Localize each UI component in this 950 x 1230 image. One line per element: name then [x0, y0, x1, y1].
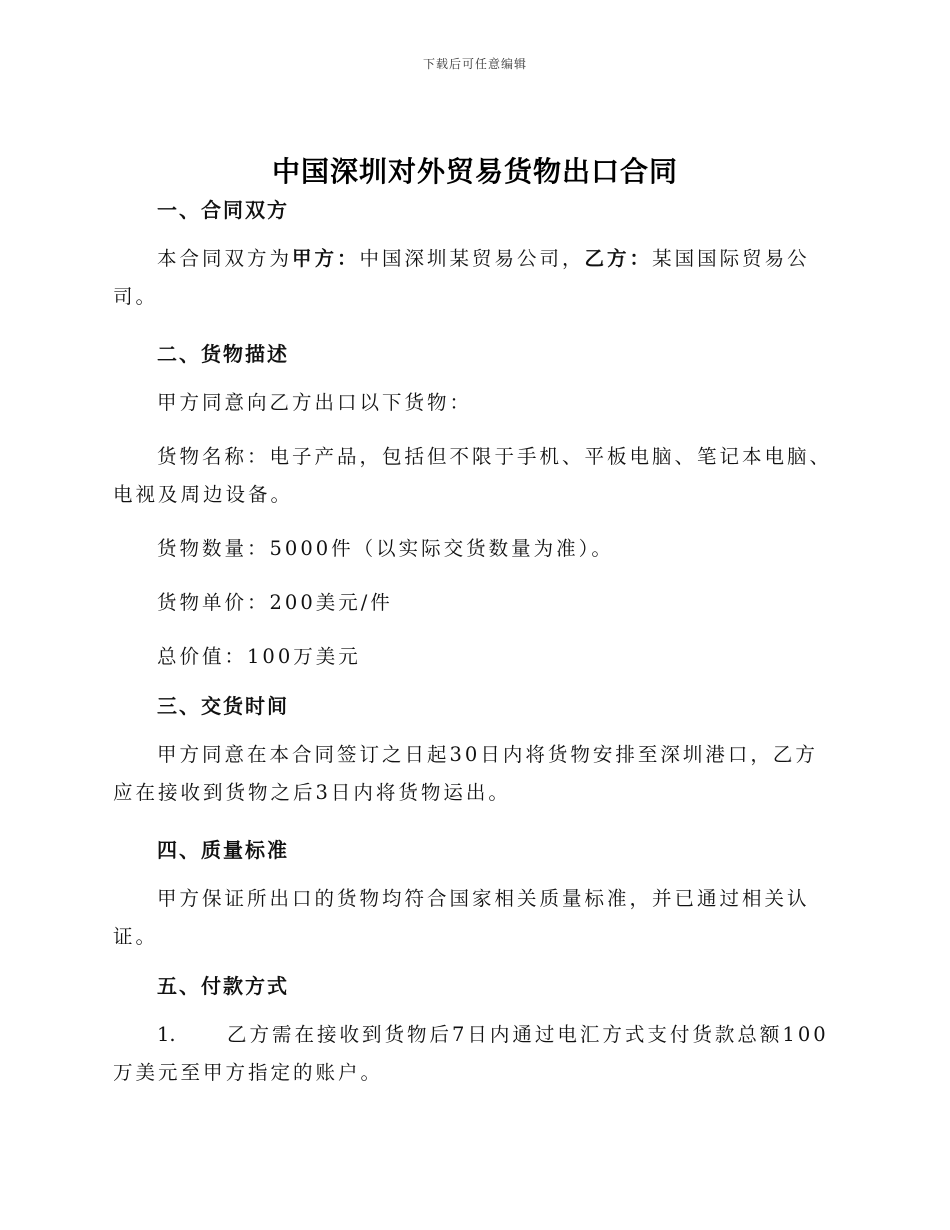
payment-item [113, 1016, 838, 1092]
document-body [113, 196, 838, 1092]
goods-name: 货物名称：电子产品，包括但不限于手机、平板电脑、笔记本电脑、电视及周边设备。 [113, 445, 833, 506]
party-a-label: 甲方： [292, 247, 360, 270]
section-heading-payment: 五、付款方式 [157, 974, 289, 998]
goods-intro: 甲方同意向乙方出口以下货物： [157, 391, 473, 414]
goods-unit-price: 货物单价：200美元/件 [157, 591, 393, 614]
party-a-name: 中国深圳某贸易公司， [359, 247, 585, 270]
section-heading-quality: 四、质量标准 [157, 838, 289, 862]
parties-prefix: 本合同双方为 [157, 247, 293, 270]
party-b-name: 某国国际贸易公司。 [113, 247, 810, 308]
party-b-label: 乙方： [584, 247, 653, 270]
parties-paragraph [113, 240, 838, 316]
quality-paragraph: 甲方保证所出口的货物均符合国家相关质量标准，并已通过相关认证。 [113, 887, 810, 948]
section-heading-parties: 一、合同双方 [157, 198, 289, 222]
delivery-paragraph: 甲方同意在本合同签订之日起30日内将货物安排至深圳港口，乙方应在接收到货物之后3日内将货物运出。 [113, 743, 818, 804]
section-heading-goods: 二、货物描述 [157, 342, 289, 366]
header-note: 下载后可任意编辑 [422, 57, 527, 71]
goods-total-value: 总价值：100万美元 [157, 645, 361, 668]
payment-item-number: 1. [157, 1023, 176, 1046]
document-title: 中国深圳对外贸易货物出口合同 [271, 155, 678, 188]
goods-quantity: 货物数量：5000件（以实际交货数量为准）。 [157, 537, 614, 560]
payment-item-text: 乙方需在接收到货物后7日内通过电汇方式支付货款总额100万美元至甲方指定的账户。 [113, 1023, 829, 1084]
section-heading-delivery: 三、交货时间 [157, 694, 289, 718]
